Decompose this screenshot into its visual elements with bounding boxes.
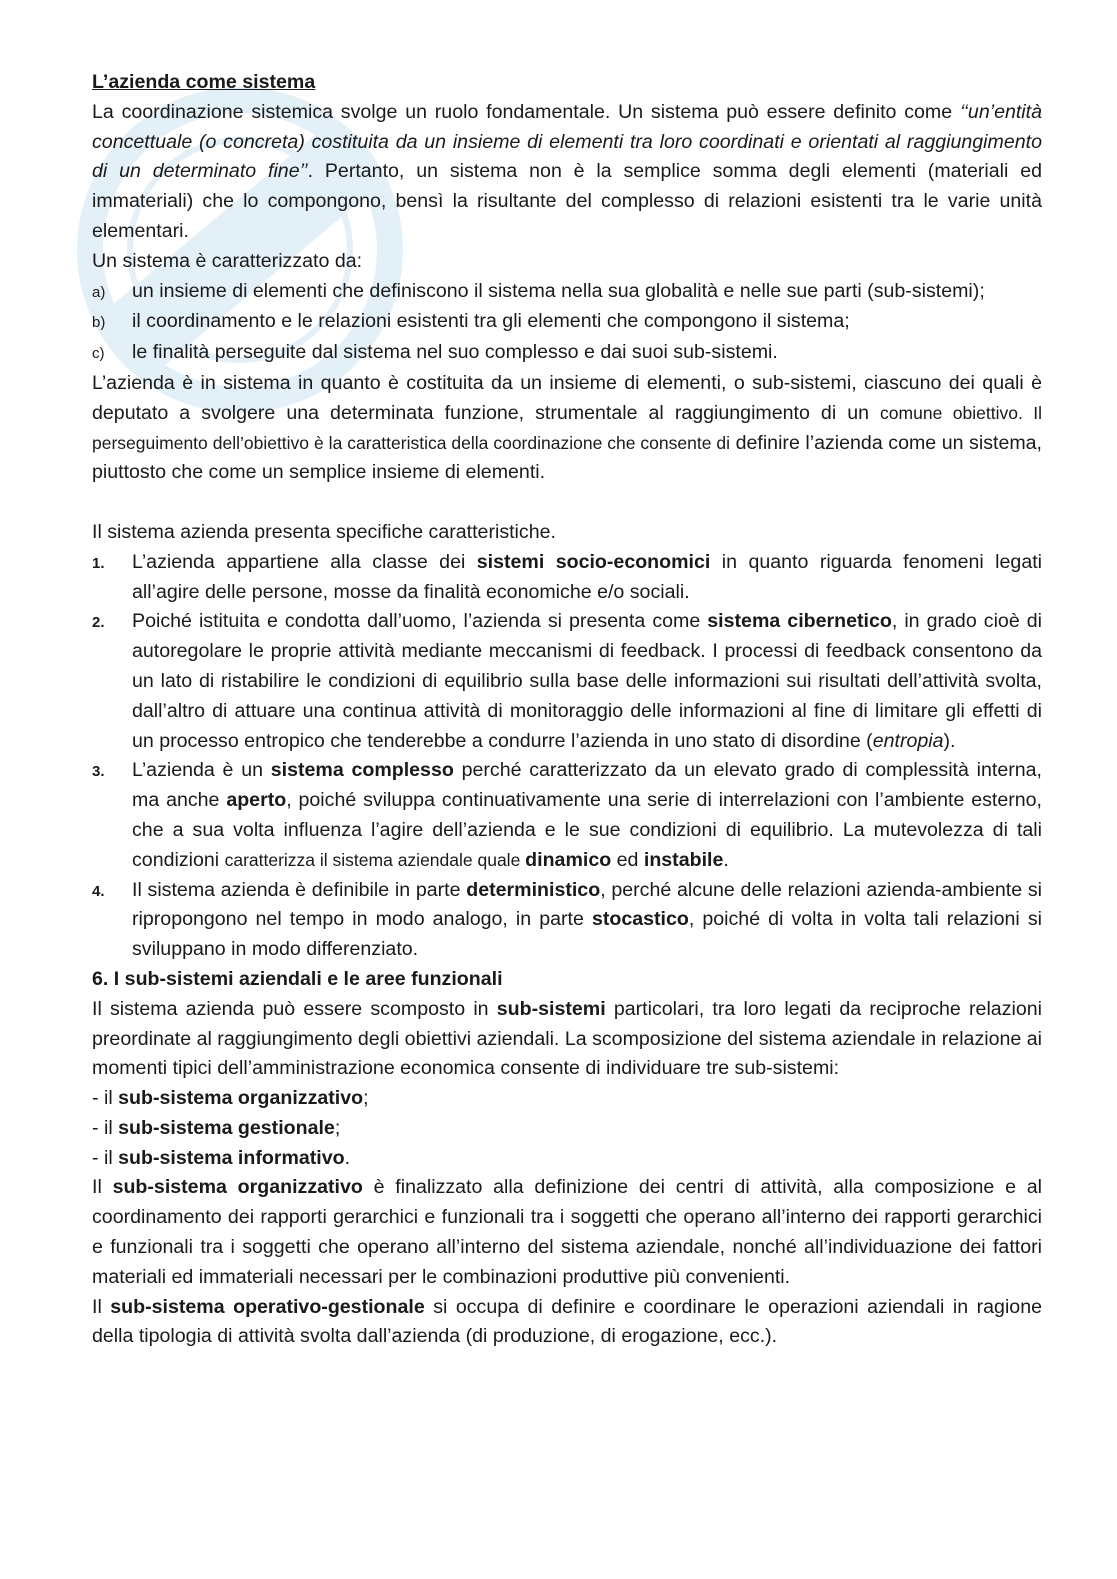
characteristics-intro: Un sistema è caratterizzato da: [92, 249, 363, 272]
document-page [92, 68, 1042, 1352]
subsystem-list-item-informativo: - il sub-sistema informativo. [92, 1146, 351, 1169]
feature-item-2: 2. Poiché istituita e condotta dall’uomo, l’azienda si presenta come sistema cibernetico, in grado cioè di autoregolare le proprie attività mediante meccanismi di feedback. I processi di feedback consentono da un lato di ristabilire le condizioni di equilibrio sulla base delle informazioni sui risultati dell’attività svolta, dall’altro di attuare una continua attività di monitoraggio delle informazioni al fine di limitare gli effetti di un processo entropico che tenderebbe a condurre l’azienda in uno stato di disordine (entropia). [92, 610, 1043, 752]
list-item-b: b) il coordinamento e le relazioni esistenti tra gli elementi che compongono il sistema; [92, 310, 850, 333]
feature-item-1: 1. L’azienda appartiene alla classe dei sistemi socio-economici in quanto riguarda fenomeni legati all’agire delle persone, mosse da finalità economiche e/o sociali. [92, 550, 1043, 603]
feature-item-3: 3. L’azienda è un sistema complesso perché caratterizzato da un elevato grado di complessità interna, ma anche aperto, poiché sviluppa continuativamente una serie di interrelazioni con l’ambiente esterno, che a sua volta influenza l’agire dell’azienda e le sue condizioni di equilibrio. La mutevolezza di tali condizioni caratterizza il sistema aziendale quale dinamico ed instabile. [92, 759, 1042, 871]
section-heading-subsistemi: 6. I sub-sistemi aziendali e le aree funzionali [92, 967, 503, 990]
features-intro: Il sistema azienda presenta specifiche caratteristiche. [92, 520, 556, 543]
list-item-a: a) un insieme di elementi che definiscono il sistema nella sua globalità e nelle sue parti (sub-sistemi); [92, 279, 985, 302]
intro-paragraph: La coordinazione sistemica svolge un ruolo fondamentale. Un sistema può essere definito come ‘‘un’entità concettuale (o concreta) costituita da un insieme di elementi tra loro coordinati e orientati al raggiungimento di un determinato fine’’. Pertanto, un sistema non è la semplice somma degli elementi (materiali ed immateriali) che lo compongono, bensì la risultante del complesso di relazioni esistenti tra le varie unità elementari. [92, 100, 1042, 242]
organizational-paragraph: Il sub-sistema organizzativo è finalizzato alla definizione dei centri di attività, alla composizione e al coordinamento dei rapporti gerarchici e funzionali tra i soggetti che operano all’interno dei rapporti gerarchici e funzionali tra i soggetti che operano all’interno del sistema aziendale, nonché all’individuazione dei fattori materiali ed immateriali necessari per le combinazioni produttive più convenienti. [92, 1176, 1042, 1288]
subsystem-list-item-gestionale: - il sub-sistema gestionale; [92, 1116, 341, 1139]
operational-paragraph: Il sub-sistema operativo-gestionale si occupa di definire e coordinare le operazioni aziendali in ragione della tipologia di attività svolta dall’azienda (di produzione, di erogazione, ecc.). [92, 1295, 1042, 1348]
section-heading-azienda-sistema: L’azienda come sistema [92, 71, 316, 93]
subsystems-paragraph: Il sistema azienda può essere scomposto in sub-sistemi particolari, tra loro legati da reciproche relazioni preordinate al raggiungimento degli obiettivi aziendali. La scomposizione del sistema aziendale in relazione ai momenti tipici dell’amministrazione economica consente di individuare tre sub-sistemi: [92, 997, 1042, 1080]
system-paragraph: L’azienda è in sistema in quanto è costituita da un insieme di elementi, o sub-sistemi, ciascuno dei quali è deputato a svolgere una determinata funzione, strumentale al raggiungimento di un comune obiettivo. Il perseguimento dell’obiettivo è la caratteristica della coordinazione che consente di definire l’azienda come un sistema, piuttosto che come un semplice insieme di elementi. [92, 371, 1043, 484]
subsystem-list-item-organizzativo: - il sub-sistema organizzativo; [92, 1087, 369, 1110]
list-item-c: c) le finalità perseguite dal sistema nel suo complesso e dai suoi sub-sistemi. [92, 341, 778, 364]
feature-item-4: 4. Il sistema azienda è definibile in parte deterministico, perché alcune delle relazioni azienda-ambiente si ripropongono nel tempo in modo analogo, in parte stocastico, poiché di volta in volta tali relazioni si sviluppano in modo differenziato. [92, 878, 1042, 961]
